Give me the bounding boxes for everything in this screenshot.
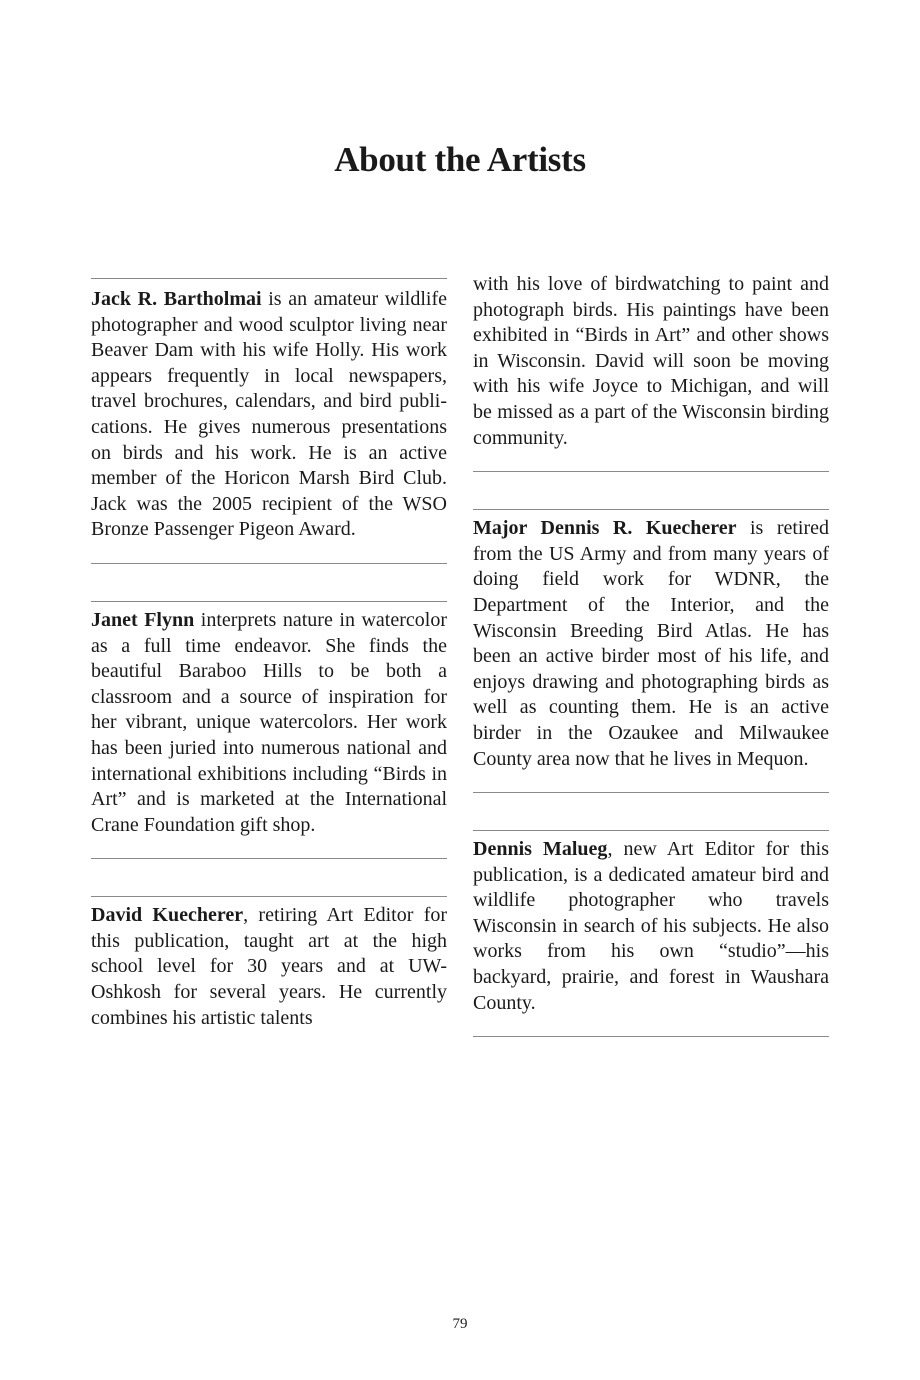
section-divider	[91, 601, 447, 602]
left-column	[91, 278, 447, 1031]
bio-text: is retired from the US Army and from many years of doing field work for WDNR, the Department of the Interior, and the Wisconsin Breeding Bird Atlas. He has been an active birder most of his life, and enjoys drawing and photographing birds as well as counting them. He is an active birder in the Ozaukee and Milwaukee County area now that he lives in Mequon.	[473, 517, 830, 770]
artist-name: Dennis Malueg	[473, 838, 608, 861]
bio-david-kuecherer-continued	[473, 272, 829, 451]
artist-name: Major Dennis R. Kuecherer	[473, 517, 737, 540]
bio-malueg	[473, 837, 829, 1016]
section-divider	[91, 858, 447, 859]
section-divider	[473, 792, 829, 793]
page-number: 79	[452, 1316, 468, 1332]
bio-dennis-kuecherer	[473, 516, 829, 772]
section-divider	[91, 563, 447, 564]
bio-text: interprets nature in watercolor as a full time endeavor. She finds the beautiful Baraboo Hills to be both a classroom and a source of inspiration for her vibrant, unique watercolors. Her work has been juried into numerous national and international exhibitions including “Birds in Art” and is marketed at the International Crane Foundation gift shop.	[91, 608, 447, 836]
section-divider	[91, 278, 447, 279]
bio-text: , retiring Art Editor for this publication, taught art at the high school level for 30 years and at UW-Oshkosh for several years. He currently combines his artistic talents	[91, 904, 448, 1029]
bio-david-kuecherer	[91, 903, 447, 1031]
section-divider	[91, 896, 447, 897]
bio-text: , new Art Editor for this publication, is a dedicated amateur bird and wildlife photographer who travels Wisconsin in search of his subjects. He also works from his own “studio”—his backyard, prairie, and forest in Waushara County.	[473, 838, 829, 1014]
bio-flynn	[91, 608, 447, 838]
bio-text: with his love of birdwatching to paint and photograph birds. His paintings have been exhibited in “Birds in Art” and other shows in Wisconsin. David will soon be moving with his wife Joyce to Michigan, and will be missed as a part of the Wisconsin birding community.	[473, 273, 829, 449]
artist-name: Jack R. Bartholmai	[91, 288, 262, 310]
section-divider	[473, 830, 829, 831]
section-divider	[473, 471, 829, 472]
artist-name: Janet Flynn	[91, 608, 195, 631]
section-divider	[473, 509, 829, 510]
bio-text: is an amateur wildlife photographer and wood sculptor living near Beaver Dam with his wife Holly. His work appears frequently in local newspapers, travel brochures, calendars, and bird publications. He gives numerous presentations on birds and his work. He is an active member of the Horicon Marsh Bird Club. Jack was the 2005 recipient of the WSO Bronze Passenger Pigeon Award.	[91, 288, 448, 541]
right-column	[473, 272, 829, 1037]
bio-bartholmai	[91, 287, 447, 543]
section-divider	[473, 1036, 829, 1037]
page-title: About the Artists	[334, 140, 586, 179]
artist-name: David Kuecherer	[91, 904, 244, 927]
